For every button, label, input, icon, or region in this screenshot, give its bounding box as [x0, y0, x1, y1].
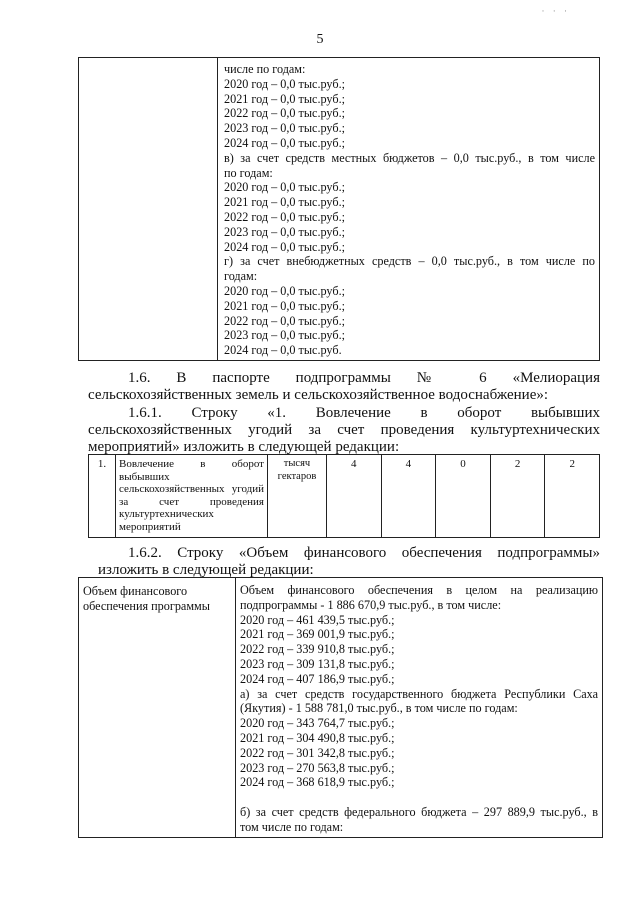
- text-line: 2023 год – 0,0 тыс.руб.;: [224, 121, 345, 136]
- table-row: [89, 455, 600, 538]
- text-line: 2023 год – 270 563,8 тыс.руб.;: [240, 760, 395, 775]
- text-line: б) за счет средств федерального бюджета – 297 889,9 тыс.руб., в: [240, 804, 598, 819]
- text-line: 2021 год – 0,0 тыс.руб.;: [224, 91, 345, 106]
- text-line: 2020 год – 0,0 тыс.руб.;: [224, 283, 345, 298]
- text-line: 2021 год – 304 490,8 тыс.руб.;: [240, 730, 395, 745]
- page-number: 5: [316, 32, 324, 47]
- para-1-6-2-line1: 1.6.2. Строку «Объем финансового обеспечения подпрограммы»: [128, 545, 600, 561]
- text-line: 2022 год – 339 910,8 тыс.руб.;: [240, 642, 395, 657]
- text-line: 2023 год – 0,0 тыс.руб.;: [224, 328, 345, 343]
- text-line: 2020 год – 0,0 тыс.руб.;: [224, 180, 345, 195]
- text-line: подпрограммы - 1 886 670,9 тыс.руб., в том числе:: [240, 597, 502, 612]
- para-1-6-1-line2: сельскохозяйственных угодий за счет проведения культуртехнических: [88, 422, 600, 438]
- text-line: 2024 год – 407 186,9 тыс.руб.;: [240, 671, 395, 686]
- text-line: 2022 год – 0,0 тыс.руб.;: [224, 313, 345, 328]
- text-line: в) за счет средств местных бюджетов – 0,0 тыс.руб., в том числе: [224, 150, 595, 165]
- text-line: 2021 год – 0,0 тыс.руб.;: [224, 298, 345, 313]
- text-line: Объем финансового обеспечения в целом на реализацию: [240, 583, 598, 597]
- para-1-6-line2: сельскохозяйственных земель и сельскохозяйственное водоснабжение»:: [88, 387, 549, 403]
- text-line: 2023 год – 0,0 тыс.руб.;: [224, 224, 345, 239]
- text-line: 2022 год – 0,0 тыс.руб.;: [224, 106, 345, 121]
- financing-label-cell: Объем финансового обеспечения программы: [79, 578, 236, 838]
- text-line: 2022 год – 301 342,8 тыс.руб.;: [240, 745, 395, 760]
- para-1-6-2-line2: изложить в следующей редакции:: [98, 562, 314, 578]
- text-line: 2020 год – 461 439,5 тыс.руб.;: [240, 612, 395, 627]
- text-line: а) за счет средств государственного бюджета Республики Саха: [240, 686, 598, 701]
- text-line: числе по годам:: [224, 62, 306, 76]
- text-line: 2022 год – 0,0 тыс.руб.;: [224, 209, 345, 224]
- financing-lines-cell: [218, 58, 600, 361]
- text-line: 2024 год – 0,0 тыс.руб.;: [224, 135, 345, 150]
- text-line: 2020 год – 343 764,7 тыс.руб.;: [240, 716, 395, 731]
- text-line: 2024 год – 0,0 тыс.руб.;: [224, 239, 345, 254]
- financing-volume-table: [78, 577, 603, 838]
- indicator-value-2022: 0: [436, 455, 491, 538]
- left-empty-cell: [79, 58, 218, 361]
- financing-lines-cell: [236, 578, 603, 838]
- text-line: по годам:: [224, 165, 273, 180]
- corner-mark: · · ·: [541, 6, 570, 16]
- para-1-6-1-line3: мероприятий» изложить в следующей редакции:: [88, 439, 400, 455]
- financing-table-continuation: [78, 57, 600, 361]
- text-line: 2023 год – 309 131,8 тыс.руб.;: [240, 656, 395, 671]
- indicator-value-2021: 4: [381, 455, 436, 538]
- text-line: 2021 год – 369 001,9 тыс.руб.;: [240, 627, 395, 642]
- indicator-name: Вовлечение в оборот выбывших сельскохозяйственных угодий за счет проведения культуртехнических мероприятий: [116, 455, 268, 538]
- indicator-value-2023: 2: [490, 455, 545, 538]
- text-line: том числе по годам:: [240, 819, 344, 834]
- para-1-6-line1: 1.6. В паспорте подпрограммы № 6 «Мелиорация: [128, 370, 600, 386]
- text-line: 2021 год – 0,0 тыс.руб.;: [224, 195, 345, 210]
- row-number: 1.: [89, 455, 116, 538]
- blank-line: [240, 790, 598, 805]
- para-1-6-1-line1: 1.6.1. Строку «1. Вовлечение в оборот выбывших: [128, 405, 600, 421]
- text-line: годам:: [224, 269, 258, 284]
- indicator-unit: тысяч гектаров: [268, 455, 327, 538]
- text-line: г) за счет внебюджетных средств – 0,0 тыс.руб., в том числе по: [224, 254, 595, 269]
- text-line: 2024 год – 368 618,9 тыс.руб.;: [240, 775, 395, 790]
- text-line: 2020 год – 0,0 тыс.руб.;: [224, 76, 345, 91]
- text-line: 2024 год – 0,0 тыс.руб.: [224, 343, 342, 358]
- indicator-value-2020: 4: [327, 455, 382, 538]
- indicator-value-2024: 2: [545, 455, 600, 538]
- indicator-table: [88, 454, 600, 538]
- text-line: (Якутия) - 1 588 781,0 тыс.руб., в том числе по годам:: [240, 701, 518, 716]
